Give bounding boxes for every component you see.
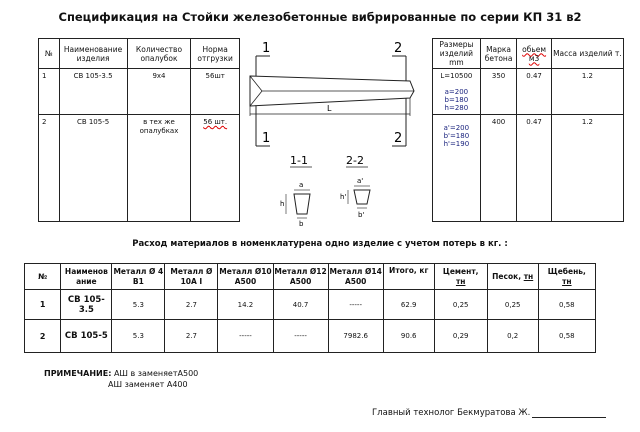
table-row xyxy=(25,320,596,353)
cell-name: СВ 105-5 xyxy=(59,115,127,222)
header-forms: Количество опалубок xyxy=(127,39,191,69)
section-2-profile xyxy=(354,190,370,204)
dim-a: a=200 xyxy=(444,88,469,96)
header-mass: Масса изделий т. xyxy=(551,39,623,69)
cell-forms: 9х4 xyxy=(127,69,191,115)
signature-block xyxy=(372,408,606,418)
cell-num: 1 xyxy=(39,69,60,115)
section-mark-1-bottom: 1 xyxy=(262,131,271,146)
header-cement: Цемент, тн xyxy=(434,264,487,290)
header-m4: Металл Ø12 А500 xyxy=(273,264,328,290)
signature-label: Главный технолог Бекмуратова Ж. xyxy=(372,408,531,418)
cell-forms: в тех же опалубках xyxy=(127,115,191,222)
note-line-1: АШ в заменяетА500 xyxy=(113,369,199,378)
cell-name: СВ 105-5 xyxy=(61,320,112,353)
cell-cement: 0,25 xyxy=(434,290,487,320)
cell-name: СВ 105-3.5 xyxy=(59,69,127,115)
cell-name: СВ 105-3.5 xyxy=(61,290,112,320)
header-gravel: Щебень, тн xyxy=(538,264,595,290)
cell-total: 62.9 xyxy=(383,290,434,320)
header-volume: обьем м3 xyxy=(517,39,551,69)
header-num: № xyxy=(25,264,61,290)
length-value: L=10500 xyxy=(440,72,473,80)
s2-label-b: b' xyxy=(358,211,365,219)
cell-size xyxy=(433,115,481,222)
materials-table xyxy=(24,263,596,353)
note-block xyxy=(44,368,198,390)
cell-m2: 2.7 xyxy=(165,320,218,353)
table-row xyxy=(433,115,624,222)
technical-drawing xyxy=(240,36,432,226)
cell-m4: ----- xyxy=(273,320,328,353)
cell-num: 2 xyxy=(25,320,61,353)
table-row xyxy=(39,115,240,222)
note-label: ПРИМЕЧАНИЕ: xyxy=(44,369,112,378)
cell-m3: ----- xyxy=(218,320,273,353)
cell-grade: 400 xyxy=(480,115,517,222)
section-mark-2-bottom: 2 xyxy=(394,131,403,146)
section-1-title: 1-1 xyxy=(290,154,308,167)
header-m1: Металл Ø 4 В1 xyxy=(112,264,165,290)
note-line-2: АШ заменяет А400 xyxy=(108,380,188,389)
signature-line xyxy=(532,417,606,418)
cell-grade: 350 xyxy=(480,69,517,115)
table-row xyxy=(433,69,624,115)
cell-norm xyxy=(191,115,240,222)
cell-mass: 1.2 xyxy=(551,115,623,222)
cell-volume: 0.47 xyxy=(517,115,551,222)
materials-heading: Расход материалов в номенклатурена одно изделие с учетом потерь в кг. : xyxy=(132,239,508,249)
s1-label-h: h xyxy=(280,200,285,208)
header-m3: Металл Ø10 А500 xyxy=(218,264,273,290)
table-row xyxy=(25,290,596,320)
section-mark-2-top: 2 xyxy=(394,41,403,56)
dim-h-prime: h'=190 xyxy=(443,140,470,148)
header-sand: Песок, тн xyxy=(487,264,538,290)
s1-label-a: a xyxy=(299,181,304,189)
cell-size xyxy=(433,69,481,115)
header-total: Итого, кг xyxy=(383,264,434,290)
cell-gravel: 0,58 xyxy=(538,290,595,320)
cell-m1: 5.3 xyxy=(112,290,165,320)
s1-label-b: b xyxy=(299,220,304,226)
cell-volume: 0.47 xyxy=(517,69,551,115)
cell-m5: 7982.6 xyxy=(328,320,383,353)
cell-num: 1 xyxy=(25,290,61,320)
dim-b-prime: b'=180 xyxy=(443,132,470,140)
cell-cement: 0,29 xyxy=(434,320,487,353)
cell-m4: 40.7 xyxy=(273,290,328,320)
cell-m5: ----- xyxy=(328,290,383,320)
s2-label-h: h' xyxy=(340,193,347,201)
length-label: L xyxy=(327,104,332,113)
cell-m3: 14.2 xyxy=(218,290,273,320)
header-name: Наименов ание xyxy=(61,264,112,290)
dim-a-prime: a'=200 xyxy=(443,124,470,132)
spec-table xyxy=(38,38,240,222)
cell-m2: 2.7 xyxy=(165,290,218,320)
header-m5: Металл Ø14 А500 xyxy=(328,264,383,290)
cell-m1: 5.3 xyxy=(112,320,165,353)
dim-h: h=280 xyxy=(444,104,469,112)
document-title: Спецификация на Стойки железобетонные вибрированные по серии КП 31 в2 xyxy=(58,10,582,24)
dim-b: b=180 xyxy=(444,96,469,104)
cell-gravel: 0,58 xyxy=(538,320,595,353)
cell-num: 2 xyxy=(39,115,60,222)
section-2-title: 2-2 xyxy=(346,154,364,167)
table-row xyxy=(39,69,240,115)
cell-sand: 0,2 xyxy=(487,320,538,353)
cell-total: 90.6 xyxy=(383,320,434,353)
section-1-profile xyxy=(294,194,310,214)
cell-norm: 56шт xyxy=(191,69,240,115)
header-size: Размеры изделий mm xyxy=(433,39,481,69)
cell-mass: 1.2 xyxy=(551,69,623,115)
cell-sand: 0,25 xyxy=(487,290,538,320)
header-grade: Марка бетона xyxy=(480,39,517,69)
section-mark-1-top: 1 xyxy=(262,41,271,56)
header-name: Наименование изделия xyxy=(59,39,127,69)
norm-value: 56 шт. xyxy=(203,118,228,126)
dims-table xyxy=(432,38,624,222)
s2-label-a: a' xyxy=(357,177,364,185)
header-num: № xyxy=(39,39,60,69)
header-m2: Металл Ø 10А I xyxy=(165,264,218,290)
header-norm: Норма отгрузки xyxy=(191,39,240,69)
